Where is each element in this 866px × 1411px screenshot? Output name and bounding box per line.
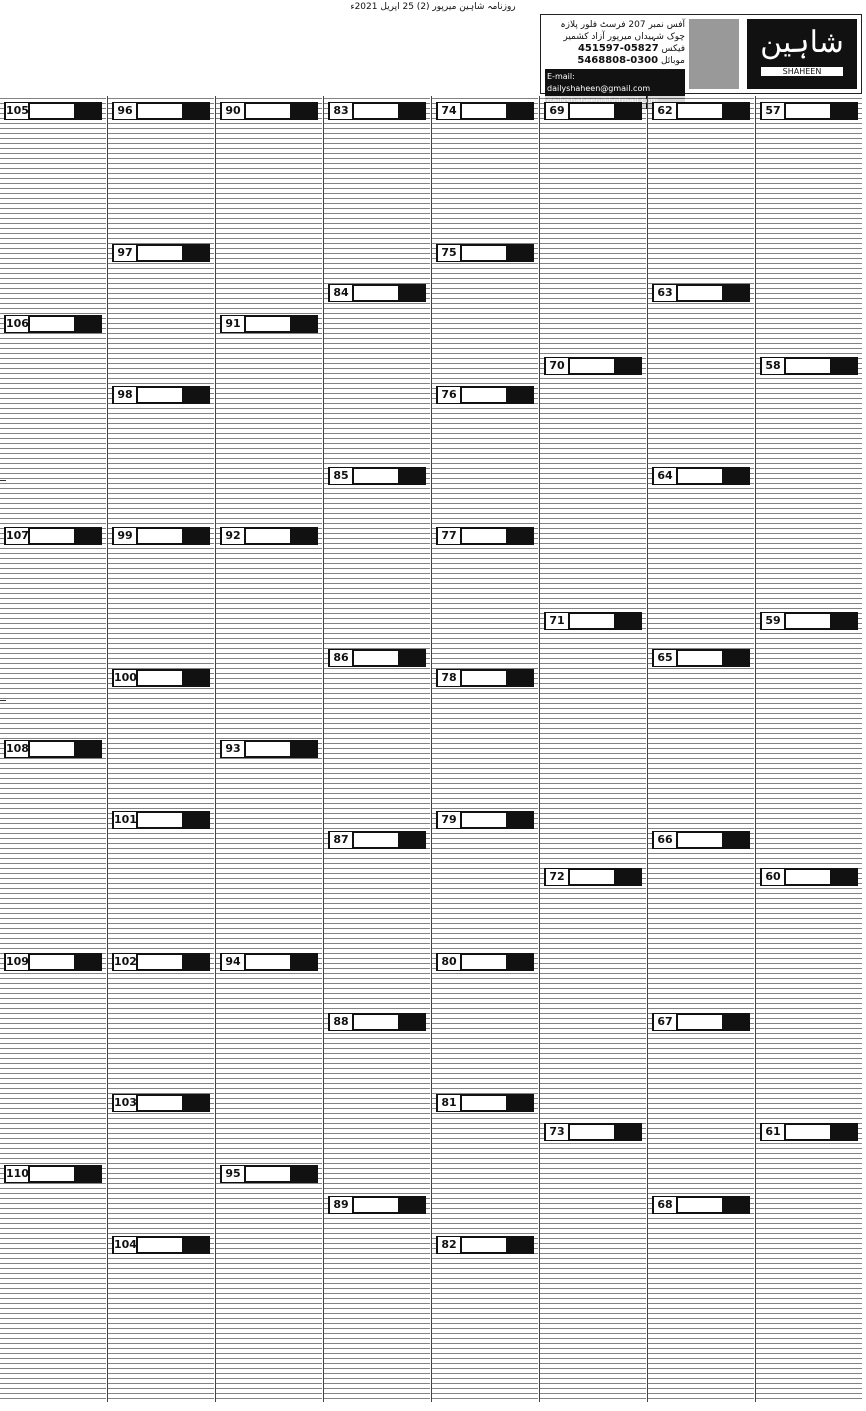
item-number: 61 — [762, 1124, 784, 1140]
item-number: 79 — [438, 812, 460, 828]
item-tag — [184, 1236, 210, 1254]
item-number: 72 — [546, 869, 568, 885]
item-heading-space — [786, 359, 830, 373]
item-number: 73 — [546, 1124, 568, 1140]
item-number-box — [112, 102, 210, 120]
item-number-box — [112, 386, 210, 404]
item-number-box — [112, 669, 210, 687]
item-number-box — [328, 1013, 426, 1031]
item-number-box — [544, 102, 642, 120]
news-column-c4 — [432, 96, 538, 1402]
item-tag — [508, 953, 534, 971]
item-tag — [292, 527, 318, 545]
item-tag — [400, 284, 426, 302]
item-tag — [724, 1013, 750, 1031]
item-heading-space — [246, 317, 290, 331]
item-number-box — [760, 868, 858, 886]
item-tag — [184, 669, 210, 687]
item-number-box — [436, 527, 534, 545]
item-heading-space — [354, 469, 398, 483]
item-tag — [616, 868, 642, 886]
item-number: 75 — [438, 245, 460, 261]
item-heading-space — [30, 529, 74, 543]
item-tag — [724, 649, 750, 667]
item-heading-space — [462, 246, 506, 260]
item-number-box — [544, 1123, 642, 1141]
office-address: آفس نمبر 207 فرسٹ فلور پلازہ چوک شہیداں میرپور آزاد کشمیر — [560, 20, 685, 42]
item-number: 76 — [438, 387, 460, 403]
item-number: 80 — [438, 954, 460, 970]
item-number: 97 — [114, 245, 136, 261]
news-column-c5 — [324, 96, 430, 1402]
column-divider — [539, 96, 540, 1402]
item-number: 99 — [114, 528, 136, 544]
item-number: 108 — [6, 742, 29, 755]
item-tag — [76, 740, 102, 758]
item-number-box — [760, 1123, 858, 1141]
item-number: 103 — [114, 1096, 137, 1109]
item-number: 88 — [330, 1014, 352, 1030]
item-number: 60 — [762, 869, 784, 885]
item-tag — [400, 467, 426, 485]
masthead-brand: SHAHEEN — [761, 67, 843, 76]
item-number: 104 — [114, 1238, 137, 1251]
item-heading-space — [138, 246, 182, 260]
item-heading-space — [246, 955, 290, 969]
item-heading-space — [354, 104, 398, 118]
item-tag — [832, 1123, 858, 1141]
item-number: 102 — [114, 955, 137, 968]
item-number-box — [436, 1094, 534, 1112]
item-tag — [616, 1123, 642, 1141]
item-tag — [832, 102, 858, 120]
item-number-box — [220, 315, 318, 333]
margin-mark — [0, 700, 6, 701]
item-tag — [508, 527, 534, 545]
mobile-number: 0300-5468808 — [577, 55, 659, 66]
item-number-box — [112, 811, 210, 829]
item-number-box — [4, 527, 102, 545]
item-tag — [616, 102, 642, 120]
item-heading-space — [30, 1167, 74, 1181]
item-heading-space — [678, 651, 722, 665]
item-number-box — [112, 1236, 210, 1254]
item-tag — [400, 102, 426, 120]
item-number: 77 — [438, 528, 460, 544]
item-number-box — [760, 612, 858, 630]
item-heading-space — [354, 1015, 398, 1029]
item-number-box — [4, 953, 102, 971]
item-number-box — [760, 102, 858, 120]
item-tag — [76, 102, 102, 120]
item-heading-space — [570, 359, 614, 373]
news-column-c8 — [0, 96, 106, 1402]
item-heading-space — [462, 388, 506, 402]
column-divider — [215, 96, 216, 1402]
news-column-c3 — [540, 96, 646, 1402]
item-tag — [724, 467, 750, 485]
item-heading-space — [30, 955, 74, 969]
item-heading-space — [678, 104, 722, 118]
fax-label: فیکس — [661, 44, 685, 54]
fax-number: 05827-451597 — [577, 43, 659, 54]
column-text-block — [756, 96, 862, 1402]
item-number-box — [328, 467, 426, 485]
item-heading-space — [462, 104, 506, 118]
item-heading-space — [138, 955, 182, 969]
column-text-block — [108, 96, 214, 1402]
item-tag — [184, 953, 210, 971]
item-tag — [508, 386, 534, 404]
item-number: 92 — [222, 528, 244, 544]
column-divider — [107, 96, 108, 1402]
item-number: 83 — [330, 103, 352, 119]
item-number: 100 — [114, 671, 137, 684]
item-tag — [400, 649, 426, 667]
item-number-box — [220, 953, 318, 971]
item-heading-space — [354, 286, 398, 300]
item-heading-space — [462, 1096, 506, 1110]
news-column-c6 — [216, 96, 322, 1402]
masthead-logo — [747, 19, 857, 89]
item-number: 95 — [222, 1166, 244, 1182]
item-heading-space — [138, 388, 182, 402]
item-number: 64 — [654, 468, 676, 484]
item-heading-space — [570, 614, 614, 628]
column-divider — [647, 96, 648, 1402]
item-number: 69 — [546, 103, 568, 119]
item-number: 81 — [438, 1095, 460, 1111]
item-number: 91 — [222, 316, 244, 332]
email-primary: dailyshaheen@gmail.com — [547, 84, 651, 93]
item-tag — [724, 284, 750, 302]
item-tag — [724, 102, 750, 120]
item-tag — [832, 612, 858, 630]
item-number: 94 — [222, 954, 244, 970]
item-tag — [76, 315, 102, 333]
item-tag — [400, 831, 426, 849]
item-heading-space — [138, 813, 182, 827]
item-tag — [292, 102, 318, 120]
item-tag — [508, 1236, 534, 1254]
item-tag — [76, 1165, 102, 1183]
item-number-box — [436, 669, 534, 687]
item-number: 93 — [222, 741, 244, 757]
item-tag — [76, 953, 102, 971]
item-number-box — [220, 740, 318, 758]
item-tag — [184, 244, 210, 262]
news-column-c1 — [756, 96, 862, 1402]
item-heading-space — [246, 104, 290, 118]
item-heading-space — [246, 1167, 290, 1181]
column-divider — [431, 96, 432, 1402]
item-tag — [184, 102, 210, 120]
item-number: 109 — [6, 955, 29, 968]
item-heading-space — [570, 870, 614, 884]
item-tag — [292, 740, 318, 758]
item-tag — [508, 1094, 534, 1112]
item-number-box — [220, 102, 318, 120]
item-number-box — [544, 868, 642, 886]
item-tag — [292, 315, 318, 333]
item-number: 87 — [330, 832, 352, 848]
column-divider — [755, 96, 756, 1402]
item-number-box — [436, 244, 534, 262]
item-tag — [400, 1196, 426, 1214]
item-number: 70 — [546, 358, 568, 374]
item-heading-space — [246, 529, 290, 543]
item-number-box — [328, 649, 426, 667]
item-number: 110 — [6, 1167, 29, 1180]
item-number: 107 — [6, 529, 29, 542]
item-tag — [292, 953, 318, 971]
item-heading-space — [138, 529, 182, 543]
item-tag — [400, 1013, 426, 1031]
item-tag — [76, 527, 102, 545]
item-heading-space — [570, 1125, 614, 1139]
masthead-block — [540, 14, 862, 94]
item-heading-space — [138, 1238, 182, 1252]
margin-mark — [0, 480, 6, 481]
tower-photo — [689, 19, 739, 89]
item-heading-space — [354, 1198, 398, 1212]
item-heading-space — [678, 833, 722, 847]
item-heading-space — [138, 1096, 182, 1110]
item-number: 59 — [762, 613, 784, 629]
item-number: 65 — [654, 650, 676, 666]
column-text-block — [432, 96, 538, 1402]
item-number-box — [652, 1013, 750, 1031]
item-heading-space — [462, 529, 506, 543]
item-tag — [832, 868, 858, 886]
item-heading-space — [354, 833, 398, 847]
item-number-box — [436, 811, 534, 829]
news-column-c7 — [108, 96, 214, 1402]
item-heading-space — [678, 1198, 722, 1212]
item-number: 105 — [6, 104, 29, 117]
item-tag — [184, 1094, 210, 1112]
item-heading-space — [786, 870, 830, 884]
item-number-box — [328, 102, 426, 120]
item-heading-space — [462, 813, 506, 827]
item-tag — [616, 612, 642, 630]
item-number: 63 — [654, 285, 676, 301]
item-heading-space — [786, 1125, 830, 1139]
item-number: 96 — [114, 103, 136, 119]
item-tag — [724, 1196, 750, 1214]
item-heading-space — [678, 469, 722, 483]
item-number-box — [4, 1165, 102, 1183]
item-tag — [724, 831, 750, 849]
item-number-box — [652, 649, 750, 667]
item-number-box — [544, 612, 642, 630]
item-tag — [832, 357, 858, 375]
item-heading-space — [246, 742, 290, 756]
item-heading-space — [786, 104, 830, 118]
item-tag — [508, 669, 534, 687]
item-number-box — [652, 467, 750, 485]
item-number: 66 — [654, 832, 676, 848]
item-heading-space — [30, 742, 74, 756]
item-tag — [508, 244, 534, 262]
item-number-box — [220, 527, 318, 545]
item-number-box — [112, 527, 210, 545]
item-number-box — [652, 284, 750, 302]
item-number: 71 — [546, 613, 568, 629]
item-tag — [292, 1165, 318, 1183]
mobile-label: موبائل — [660, 56, 685, 66]
item-number-box — [4, 315, 102, 333]
item-number: 67 — [654, 1014, 676, 1030]
item-number-box — [112, 1094, 210, 1112]
item-number: 98 — [114, 387, 136, 403]
item-number-box — [328, 831, 426, 849]
item-heading-space — [462, 671, 506, 685]
item-number-box — [112, 244, 210, 262]
email-block: E-mail: dailyshaheen@gmail.com — [545, 69, 685, 109]
item-number: 58 — [762, 358, 784, 374]
item-number-box — [544, 357, 642, 375]
item-number: 101 — [114, 813, 137, 826]
item-number-box — [4, 102, 102, 120]
item-number-box — [328, 284, 426, 302]
email-label: E-mail — [547, 72, 573, 81]
item-heading-space — [462, 955, 506, 969]
item-number-box — [652, 831, 750, 849]
item-tag — [508, 102, 534, 120]
item-heading-space — [138, 671, 182, 685]
column-divider — [323, 96, 324, 1402]
item-tag — [184, 527, 210, 545]
item-number-box — [760, 357, 858, 375]
item-number-box — [112, 953, 210, 971]
item-number: 84 — [330, 285, 352, 301]
item-heading-space — [138, 104, 182, 118]
item-tag — [184, 386, 210, 404]
item-number-box — [220, 1165, 318, 1183]
item-heading-space — [786, 614, 830, 628]
item-heading-space — [30, 104, 74, 118]
item-number-box — [328, 1196, 426, 1214]
item-number: 90 — [222, 103, 244, 119]
item-heading-space — [354, 651, 398, 665]
item-heading-space — [570, 104, 614, 118]
item-number: 85 — [330, 468, 352, 484]
item-number: 106 — [6, 317, 29, 330]
item-number: 86 — [330, 650, 352, 666]
item-number: 78 — [438, 670, 460, 686]
news-column-c2 — [648, 96, 754, 1402]
item-number: 89 — [330, 1197, 352, 1213]
item-number: 68 — [654, 1197, 676, 1213]
item-number-box — [4, 740, 102, 758]
item-heading-space — [678, 286, 722, 300]
item-tag — [508, 811, 534, 829]
item-number-box — [652, 102, 750, 120]
column-text-block — [540, 96, 646, 1402]
item-heading-space — [678, 1015, 722, 1029]
item-number: 82 — [438, 1237, 460, 1253]
date-line: روزنامہ شاہین میرپور (2) 25 اپریل 2021ء — [350, 2, 516, 12]
masthead-title: شاہین — [760, 25, 844, 60]
item-number: 57 — [762, 103, 784, 119]
item-number-box — [652, 1196, 750, 1214]
item-tag — [184, 811, 210, 829]
item-number-box — [436, 1236, 534, 1254]
item-heading-space — [30, 317, 74, 331]
item-tag — [616, 357, 642, 375]
item-number-box — [436, 386, 534, 404]
item-number-box — [436, 102, 534, 120]
item-number: 74 — [438, 103, 460, 119]
item-heading-space — [462, 1238, 506, 1252]
item-number: 62 — [654, 103, 676, 119]
item-number-box — [436, 953, 534, 971]
